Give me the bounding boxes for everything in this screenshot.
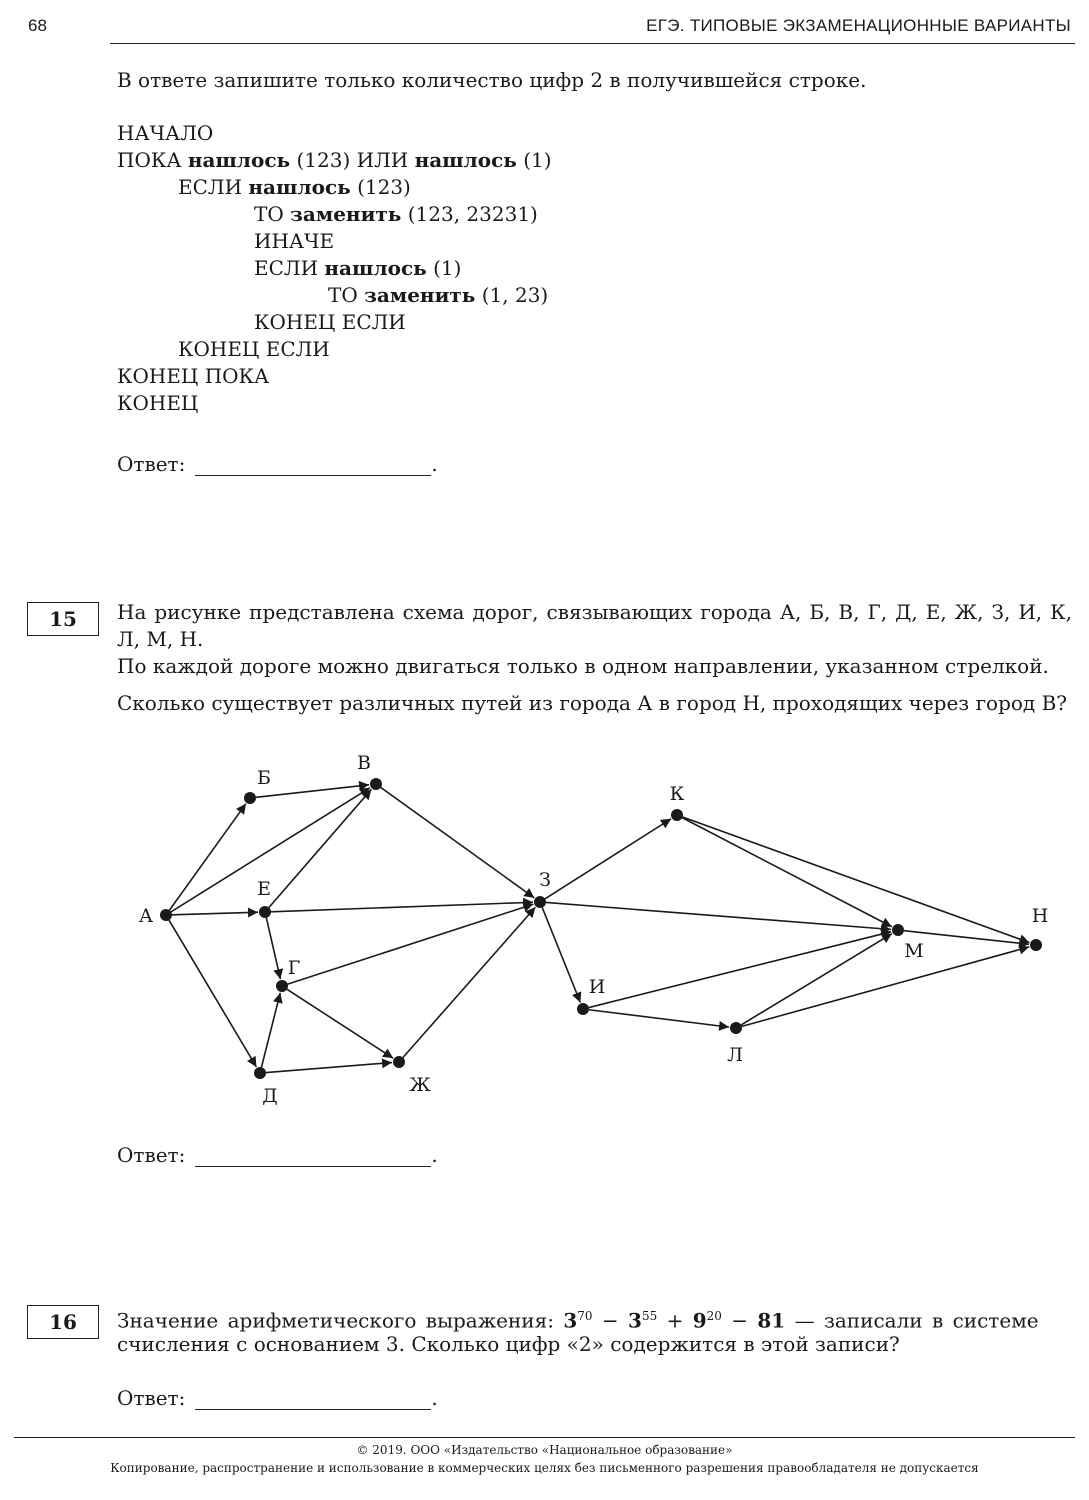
city-label-k: К: [669, 783, 685, 805]
task16-line-2: счисления с основанием 3. Сколько цифр «2» содержится в этой записи?: [117, 1332, 900, 1356]
code-line-8: КОНЕЦ ЕСЛИ: [254, 310, 406, 334]
city-node-l: [730, 1022, 742, 1034]
code-line-2: ПОКА нашлось (123) ИЛИ нашлось (1): [117, 148, 552, 172]
road-d-zh: [266, 1063, 392, 1073]
city-node-d: [254, 1067, 266, 1079]
task15-paragraph-2: По каждой дороге можно двигаться только в одном направлении, указанном стрелкой.: [117, 654, 1049, 678]
city-label-l: Л: [727, 1044, 743, 1066]
road-g-zh: [287, 989, 393, 1058]
task16-number-box: 16: [27, 1305, 99, 1339]
road-b-v: [256, 785, 369, 798]
code-line-6: ЕСЛИ нашлось (1): [254, 256, 462, 280]
code-line-5: ИНАЧЕ: [254, 229, 335, 253]
code-line-1: НАЧАЛО: [117, 121, 214, 145]
task15-paragraph-3: Сколько существует различных путей из города А в город Н, проходящих через город В?: [117, 691, 1068, 715]
road-e-g: [266, 918, 280, 979]
city-label-v: В: [357, 752, 371, 774]
footer-copyright: © 2019. ООО «Издательство «Национальное образование»: [356, 1443, 733, 1457]
answer-label: Ответ:: [117, 1143, 186, 1167]
task16-answer: Ответ: .: [117, 1386, 438, 1410]
city-node-v: [370, 778, 382, 790]
page-number: 68: [28, 16, 47, 35]
road-i-m: [589, 932, 891, 1008]
task15-number-box: 15: [27, 602, 99, 636]
city-label-m: М: [904, 940, 924, 962]
answer-label: Ответ:: [117, 1386, 186, 1410]
code-line-10: КОНЕЦ ПОКА: [117, 364, 270, 388]
road-zh-z: [403, 907, 535, 1057]
city-label-i: И: [588, 976, 606, 998]
city-node-k: [671, 809, 683, 821]
city-node-e: [259, 906, 271, 918]
task14-instruction: В ответе запишите только количество цифр 2 в получившейся строке.: [117, 68, 867, 92]
code-line-4: ТО заменить (123, 23231): [254, 202, 538, 226]
answer-field[interactable]: [195, 1391, 431, 1410]
task16-line-1: Значение арифметического выражения: $3^{70} - 3^{55} + 9^{20} - 81$ — записали в системе: [117, 1308, 1039, 1333]
road-v-z: [381, 788, 534, 898]
city-label-g: Г: [287, 957, 301, 979]
answer-field[interactable]: [195, 1148, 431, 1167]
road-z-m: [546, 902, 891, 929]
code-line-3: ЕСЛИ нашлось (123): [178, 175, 411, 199]
task15-answer: Ответ: .: [117, 1143, 438, 1167]
road-e-v: [269, 789, 371, 907]
city-label-a: А: [138, 905, 154, 927]
city-node-i: [577, 1003, 589, 1015]
road-a-d: [169, 920, 256, 1067]
city-node-b: [244, 792, 256, 804]
city-node-a: [160, 909, 172, 921]
road-z-k: [545, 819, 671, 899]
road-g-z: [288, 904, 534, 984]
city-node-g: [276, 980, 288, 992]
road-k-m: [682, 818, 891, 927]
footer-rule: [14, 1437, 1075, 1438]
city-label-n: Н: [1031, 905, 1049, 927]
city-label-z: З: [539, 869, 551, 891]
city-node-m: [892, 924, 904, 936]
road-l-m: [741, 934, 892, 1025]
road-i-l: [589, 1010, 729, 1027]
task14-answer: Ответ: .: [117, 452, 438, 476]
footer-notice: Копирование, распространение и использование в коммерческих целях без письменного разрешения правообладателя не допускается: [110, 1461, 979, 1475]
code-line-7: ТО заменить (1, 23): [328, 283, 549, 307]
road-k-n: [683, 817, 1030, 943]
city-node-z: [534, 896, 546, 908]
code-line-11: КОНЕЦ: [117, 391, 199, 415]
road-a-b: [169, 804, 245, 910]
road-e-z: [271, 902, 533, 912]
city-label-b: Б: [257, 767, 271, 789]
code-line-9: КОНЕЦ ЕСЛИ: [178, 337, 330, 361]
answer-label: Ответ:: [117, 452, 186, 476]
road-a-e: [172, 912, 258, 915]
running-title: ЕГЭ. ТИПОВЫЕ ЭКЗАМЕНАЦИОННЫЕ ВАРИАНТЫ: [646, 16, 1071, 35]
city-node-zh: [393, 1056, 405, 1068]
city-label-zh: Ж: [409, 1074, 431, 1096]
city-label-d: Д: [262, 1085, 278, 1107]
road-d-g: [261, 993, 280, 1067]
road-z-i: [542, 908, 580, 1003]
city-node-n: [1030, 939, 1042, 951]
city-label-e: Е: [257, 878, 271, 900]
task15-paragraph-1: На рисунке представлена схема дорог, связывающих города А, Б, В, Г, Д, Е, Ж, З, И, К, Л, М, Н.: [117, 600, 1072, 651]
